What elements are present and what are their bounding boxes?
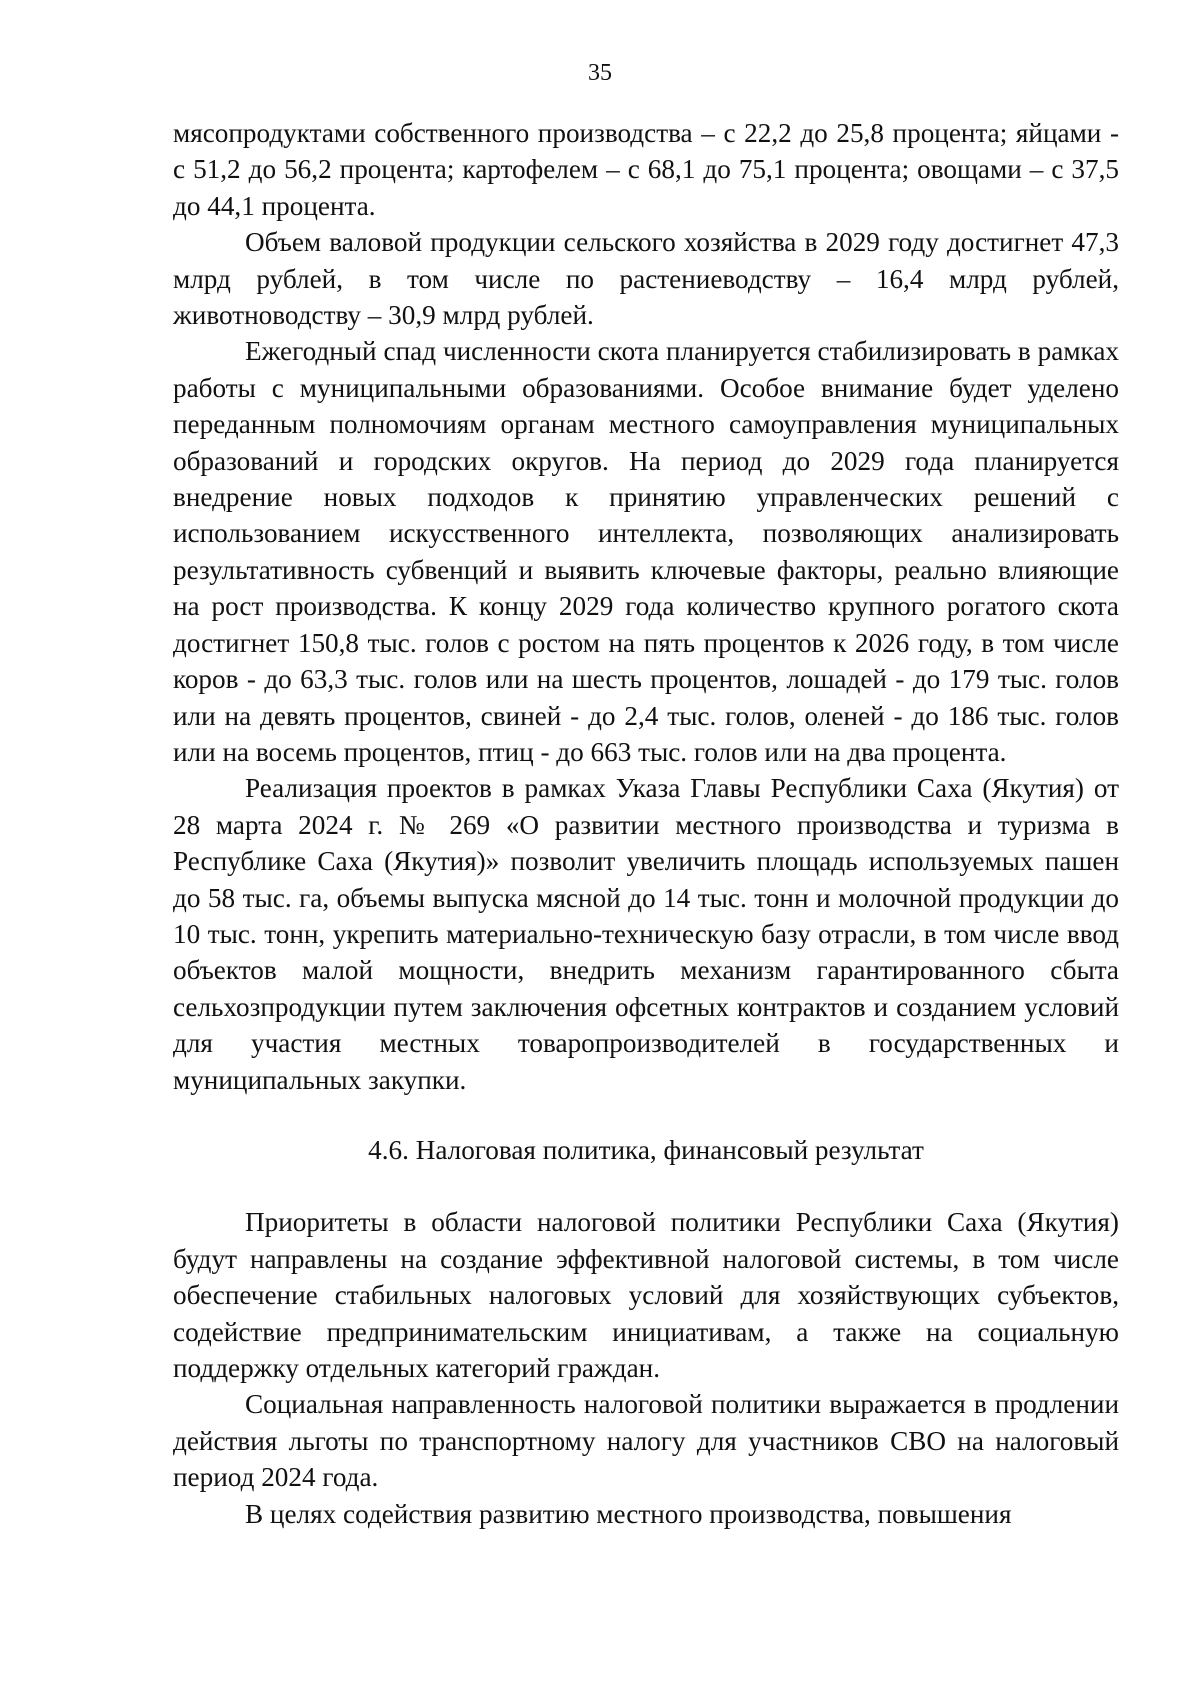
paragraph-gross-output: Объем валовой продукции сельского хозяйства в 2029 году достигнет 47,3 млрд рублей, в том числе по растениеводству – 16,4 млрд рублей, животноводству – 30,9 млрд рублей. (173, 227, 1119, 331)
paragraph-decree-projects: Реализация проектов в рамках Указа Главы Республики Саха (Якутия) от 28 марта 2024 г. № 269 «О развитии местного производства и туризма в Республике Саха (Якутия)» позволит увеличить площадь используемых пашен до 58 тыс. га, объемы выпуска мясной до 14 тыс. тонн и молочной продукции до 10 тыс. тонн, укрепить материально-техническую базу отрасли, в том числе ввод объектов малой мощности, внедрить механизм гарантированного сбыта сельхозпродукции путем заключения офсетных контрактов и созданием условий для участия местных товаропроизводителей в государственных и муниципальных закупки. (173, 773, 1119, 1095)
section-heading: 4.6. Налоговая политика, финансовый результат (368, 1134, 924, 1165)
page-number: 35 (588, 60, 612, 86)
paragraph-social-tax: Социальная направленность налоговой политики выражается в продлении действия льготы по транспортному налогу для участников СВО на налоговый период 2024 года. (173, 1389, 1119, 1493)
paragraph-continuation: мясопродуктами собственного производства – с 22,2 до 25,8 процента; яйцами - с 51,2 до 56,2 процента; картофелем – с 68,1 до 75,1 процента; овощами – с 37,5 до 44,1 процента. (173, 118, 1119, 221)
paragraph-local-production: В целях содействия развитию местного производства, повышения (245, 1498, 1012, 1529)
paragraph-tax-priorities: Приоритеты в области налоговой политики Республики Саха (Якутия) будут направлены на создание эффективной налоговой системы, в том числе обеспечение стабильных налоговых условий для хозяйствующих субъектов, содействие предпринимательским инициативам, а также на социальную поддержку отдельных категорий граждан. (173, 1207, 1119, 1383)
document-body (173, 115, 1119, 1532)
paragraph-livestock: Ежегодный спад численности скота планируется стабилизировать в рамках работы с муниципальными образованиями. Особое внимание будет уделено переданным полномочиям органам местного самоуправления муниципальных образований и городских округов. На период до 2029 года планируется внедрение новых подходов к принятию управленческих решений с использованием искусственного интеллекта, позволяющих анализировать результативность субвенций и выявить ключевые факторы, реально влияющие на рост производства. К концу 2029 года количество крупного рогатого скота достигнет 150,8 тыс. голов с ростом на пять процентов к 2026 году, в том числе коров - до 63,3 тыс. голов или на шесть процентов, лошадей - до 179 тыс. голов или на девять процентов, свиней - до 2,4 тыс. голов, оленей - до 186 тыс. голов или на восемь процентов, птиц - до 663 тыс. голов или на два процента. (173, 336, 1119, 767)
